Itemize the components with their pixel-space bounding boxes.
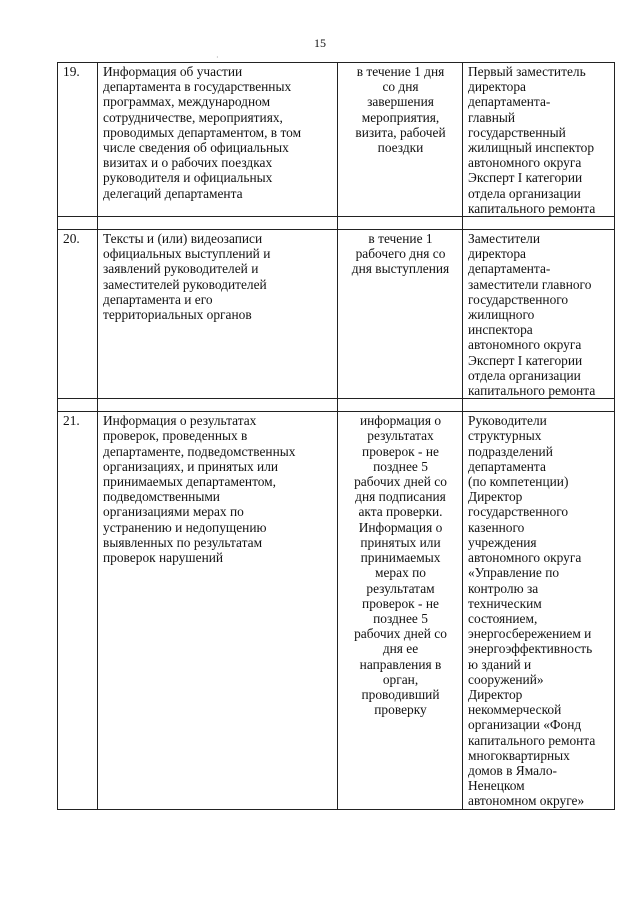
info-line: официальных выступлений и <box>103 246 271 262</box>
info-line: сотрудничестве, мероприятиях, <box>103 109 283 125</box>
deadline-line: дня выступления <box>351 261 450 277</box>
table-row <box>58 230 615 399</box>
info-line: визитах и о рабочих поездках <box>103 155 273 171</box>
deadline-line: в течение 1 <box>368 231 433 247</box>
responsible-line: структурных <box>468 428 542 444</box>
gap-cell <box>338 399 463 412</box>
info-line: организациями мерах по <box>103 504 244 520</box>
responsible-line: Заместители <box>468 231 541 247</box>
row-gap <box>58 399 615 412</box>
table-body <box>58 63 615 810</box>
deadline-cell <box>338 63 463 217</box>
deadline-line: информация о <box>359 413 442 429</box>
responsible-line: (по компетенции) <box>468 474 569 490</box>
deadline-line: Информация о <box>358 519 443 535</box>
info-line: Информация о результатах <box>103 413 257 429</box>
responsible-line: автономного округа <box>468 337 582 353</box>
deadline-line: результатам <box>366 580 435 596</box>
responsible-line: заместители главного <box>468 276 592 292</box>
row-gap <box>58 217 615 230</box>
info-cell <box>98 412 338 809</box>
deadline-line: мерах по <box>375 565 426 581</box>
deadline-line: проверку <box>374 702 427 718</box>
info-line: руководителя и официальных <box>103 170 273 186</box>
responsible-line: Директор <box>468 686 523 702</box>
responsible-line: капитального ремонта <box>468 200 596 216</box>
deadline-line: поездки <box>377 140 424 156</box>
responsible-line: инспектора <box>468 322 533 338</box>
info-line: проводимых департаментом, в том <box>103 124 302 140</box>
deadline-line: дня ее <box>382 641 419 657</box>
responsible-line: государственный <box>468 124 566 140</box>
deadline-line: со дня <box>382 79 419 95</box>
deadline-line: визита, рабочей <box>355 124 446 140</box>
responsible-line: подразделений <box>468 443 553 459</box>
deadline-cell <box>338 412 463 809</box>
deadline-line: проводивший <box>361 686 440 702</box>
info-line: заявлений руководителей и <box>103 261 259 277</box>
info-line: Информация об участии <box>103 64 243 79</box>
responsible-line: многоквартирных <box>468 747 570 763</box>
responsible-line: директора <box>468 79 526 95</box>
table-row <box>58 63 615 217</box>
deadline-cell <box>338 230 463 399</box>
responsible-line: техническим <box>468 595 542 611</box>
responsible-line: Директор <box>468 489 523 505</box>
responsible-line: автономного округа <box>468 550 582 566</box>
deadline-line: проверок - не <box>362 595 439 611</box>
responsible-line: жилищный инспектор <box>468 140 595 156</box>
row-number: 21. <box>58 412 98 809</box>
responsible-line: энергосбережением и <box>468 626 592 642</box>
info-cell <box>98 63 338 217</box>
deadline-line: проверок - не <box>362 443 439 459</box>
info-line: программах, международном <box>103 94 271 110</box>
responsible-line: Первый заместитель <box>468 64 586 79</box>
info-line: числе сведения об официальных <box>103 140 289 156</box>
info-line: организациях, и принятых или <box>103 458 279 474</box>
responsible-line: состоянием, <box>468 610 538 626</box>
responsible-line: государственного <box>468 291 569 307</box>
responsible-cell <box>463 230 615 399</box>
responsible-line: Ненецком <box>468 778 525 794</box>
gap-cell <box>338 217 463 230</box>
deadline-line: рабочих дней со <box>354 626 447 642</box>
info-cell <box>98 230 338 399</box>
deadline-line: рабочих дней со <box>354 474 447 490</box>
deadline-line: рабочего дня со <box>355 246 446 262</box>
responsible-line: автономного округа <box>468 155 582 171</box>
responsible-line: организации «Фонд <box>468 717 582 733</box>
responsible-line: Руководители <box>468 413 547 429</box>
table-row <box>58 412 615 809</box>
info-line: принимаемых департаментом, <box>103 474 277 490</box>
responsible-line: некоммерческой <box>468 702 562 718</box>
info-line: подведомственными <box>103 489 220 505</box>
responsible-line: «Управление по <box>468 565 560 581</box>
info-line: департамента и его <box>103 291 213 307</box>
deadline-line: направления в <box>359 656 442 672</box>
row-number: 19. <box>58 63 98 217</box>
deadline-line: результатах <box>367 428 434 444</box>
responsible-line: домов в Ямало- <box>468 762 557 778</box>
gap-cell <box>463 399 615 412</box>
responsible-line: автономном округе» <box>468 793 585 809</box>
info-line: проверок нарушений <box>103 550 224 566</box>
info-line: Тексты и (или) видеозаписи <box>103 231 263 247</box>
responsible-cell <box>463 412 615 809</box>
info-line: территориальных органов <box>103 307 252 323</box>
info-line: выявленных по результатам <box>103 534 263 550</box>
responsible-line: казенного <box>468 519 525 535</box>
responsible-line: учреждения <box>468 534 537 550</box>
gap-cell <box>58 217 98 230</box>
responsible-line: отдела организации <box>468 367 581 383</box>
responsible-line: капитального ремонта <box>468 383 596 399</box>
responsible-cell <box>463 63 615 217</box>
deadline-line: завершения <box>367 94 434 110</box>
deadline-line: принятых или <box>360 534 441 550</box>
info-line: заместителей руководителей <box>103 276 267 292</box>
responsible-line: энергоэффективность <box>468 641 593 657</box>
responsible-line: контролю за <box>468 580 539 596</box>
responsible-line: департамента- <box>468 94 551 110</box>
row-number: 20. <box>58 230 98 399</box>
info-line: департамента в государственных <box>103 79 292 95</box>
deadline-line: позднее 5 <box>373 458 428 474</box>
responsible-line: департамента <box>468 458 546 474</box>
responsible-line: главный <box>468 109 516 125</box>
responsible-line: директора <box>468 246 526 262</box>
deadline-line: мероприятия, <box>361 109 440 125</box>
deadline-line: дня подписания <box>355 489 446 505</box>
responsible-line: жилищного <box>468 307 535 323</box>
responsible-line: отдела организации <box>468 185 581 201</box>
responsible-line: Эксперт I категории <box>468 352 583 368</box>
deadline-line: орган, <box>382 671 419 687</box>
info-line: устранению и недопущению <box>103 519 267 535</box>
responsible-line: сооружений» <box>468 671 544 687</box>
page-number: 15 <box>314 36 326 50</box>
responsible-line: ю зданий и <box>468 656 532 672</box>
deadline-line: принимаемых <box>360 550 441 566</box>
responsible-line: капитального ремонта <box>468 732 596 748</box>
responsible-line: Эксперт I категории <box>468 170 583 186</box>
info-line: делегаций департамента <box>103 185 243 201</box>
gap-cell <box>463 217 615 230</box>
gap-cell <box>98 217 338 230</box>
info-line: проверок, проведенных в <box>103 428 248 444</box>
page-mark: · <box>216 53 219 62</box>
deadline-line: позднее 5 <box>373 610 428 626</box>
info-line: департаменте, подведомственных <box>103 443 296 459</box>
document-table <box>57 62 615 810</box>
responsible-line: государственного <box>468 504 569 520</box>
responsible-line: департамента- <box>468 261 551 277</box>
deadline-line: акта проверки. <box>358 504 443 520</box>
deadline-line: в течение 1 дня <box>356 64 445 79</box>
gap-cell <box>98 399 338 412</box>
gap-cell <box>58 399 98 412</box>
